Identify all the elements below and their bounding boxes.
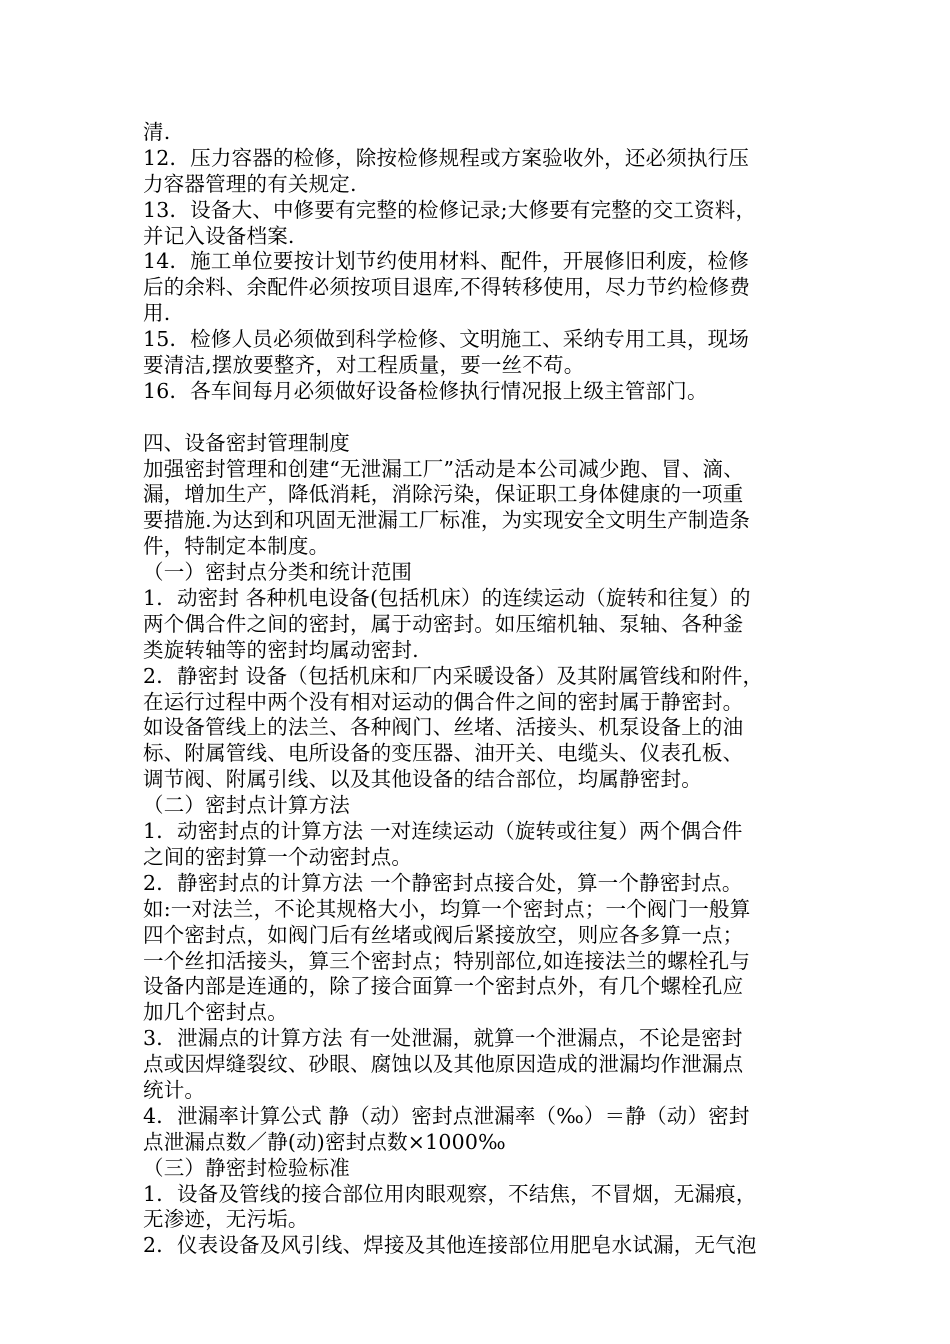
blank-line xyxy=(143,405,833,431)
text-line: 13．设备大、中修要有完整的检修记录;大修要有完整的交工资料， xyxy=(143,197,757,222)
text-line: 一个丝扣活接头，算三个密封点；特别部位,如连接法兰的螺栓孔与 xyxy=(143,948,751,973)
text-line: 如:一对法兰，不论其规格大小，均算一个密封点；一个阀门一般算 xyxy=(143,896,751,921)
text-line: 16．各车间每月必须做好设备检修执行情况报上级主管部门。 xyxy=(143,378,708,403)
text-line: 2．仪表设备及风引线、焊接及其他连接部位用肥皂水试漏，无气泡 xyxy=(143,1233,757,1258)
text-line: 后的余料、余配件必须按项目退库,不得转移使用，尽力节约检修费 xyxy=(143,275,751,300)
text-line: 无渗迹，无污垢。 xyxy=(143,1207,309,1232)
subsection-heading: （三）静密封检验标准 xyxy=(143,1155,350,1180)
text-line: 在运行过程中两个没有相对运动的偶合件之间的密封属于静密封。 xyxy=(143,689,744,714)
document-body xyxy=(143,120,833,1259)
text-line: 14．施工单位要按计划节约使用材料、配件，开展修旧利废，检修 xyxy=(143,249,750,274)
text-line: 调节阀、附属引线、以及其他设备的结合部位，均属静密封。 xyxy=(143,767,702,792)
text-line: 12．压力容器的检修，除按检修规程或方案验收外，还必须执行压 xyxy=(143,145,750,170)
text-line: 3．泄漏点的计算方法 有一处泄漏，就算一个泄漏点，不论是密封 xyxy=(143,1026,743,1051)
text-line: 两个偶合件之间的密封，属于动密封。如压缩机轴、泵轴、各种釜 xyxy=(143,611,744,636)
text-line: 之间的密封算一个动密封点。 xyxy=(143,844,413,869)
text-line: 件，特制定本制度。 xyxy=(143,534,330,559)
text-line: 统计。 xyxy=(143,1077,206,1102)
section-heading: 四、设备密封管理制度 xyxy=(143,430,350,455)
text-line: 类旋转轴等的密封均属动密封. xyxy=(143,637,419,662)
text-line: 2．静密封 设备（包括机床和厂内采暖设备）及其附属管线和附件， xyxy=(143,663,764,688)
subsection-heading: （一）密封点分类和统计范围 xyxy=(143,560,413,585)
text-line: 加几个密封点。 xyxy=(143,1000,288,1025)
text-line: 1．设备及管线的接合部位用肉眼观察，不结焦，不冒烟，无漏痕， xyxy=(143,1181,757,1206)
text-line: 用. xyxy=(143,301,171,326)
text-line: 1．动密封点的计算方法 一对连续运动（旋转或往复）两个偶合件 xyxy=(143,819,743,844)
text-line: 如设备管线上的法兰、各种阀门、丝堵、活接头、机泵设备上的油 xyxy=(143,715,744,740)
text-line: 点或因焊缝裂纹、砂眼、腐蚀以及其他原因造成的泄漏均作泄漏点 xyxy=(143,1052,744,1077)
subsection-heading: （二）密封点计算方法 xyxy=(143,793,350,818)
text-line: 清. xyxy=(143,120,171,144)
text-line: 四个密封点，如阀门后有丝堵或阀后紧接放空，则应各多算一点； xyxy=(143,922,744,947)
text-line: 设备内部是连通的，除了接合面算一个密封点外，有几个螺栓孔应 xyxy=(143,974,744,999)
text-line: 加强密封管理和创建“无泄漏工厂”活动是本公司减少跑、冒、滴、 xyxy=(143,456,744,481)
text-line: 点泄漏点数／静(动)密封点数×1000‰ xyxy=(143,1129,506,1154)
text-line: 并记入设备档案. xyxy=(143,223,295,248)
text-line: 标、附属管线、电所设备的变压器、油开关、电缆头、仪表孔板、 xyxy=(143,741,744,766)
text-line: 要清洁,摆放要整齐，对工程质量，要一丝不苟。 xyxy=(143,353,585,378)
text-line: 漏，增加生产，降低消耗，消除污染，保证职工身体健康的一项重 xyxy=(143,482,744,507)
text-line: 要措施.为达到和巩固无泄漏工厂标准，为实现安全文明生产制造条 xyxy=(143,508,751,533)
text-line: 1．动密封 各种机电设备(包括机床）的连续运动（旋转和往复）的 xyxy=(143,586,751,611)
text-line: 15．检修人员必须做到科学检修、文明施工、采纳专用工具，现场 xyxy=(143,327,750,352)
text-line: 力容器管理的有关规定. xyxy=(143,171,357,196)
text-line: 4．泄漏率计算公式 静（动）密封点泄漏率（‰）＝静（动）密封 xyxy=(143,1103,750,1128)
text-line: 2．静密封点的计算方法 一个静密封点接合处，算一个静密封点。 xyxy=(143,870,743,895)
